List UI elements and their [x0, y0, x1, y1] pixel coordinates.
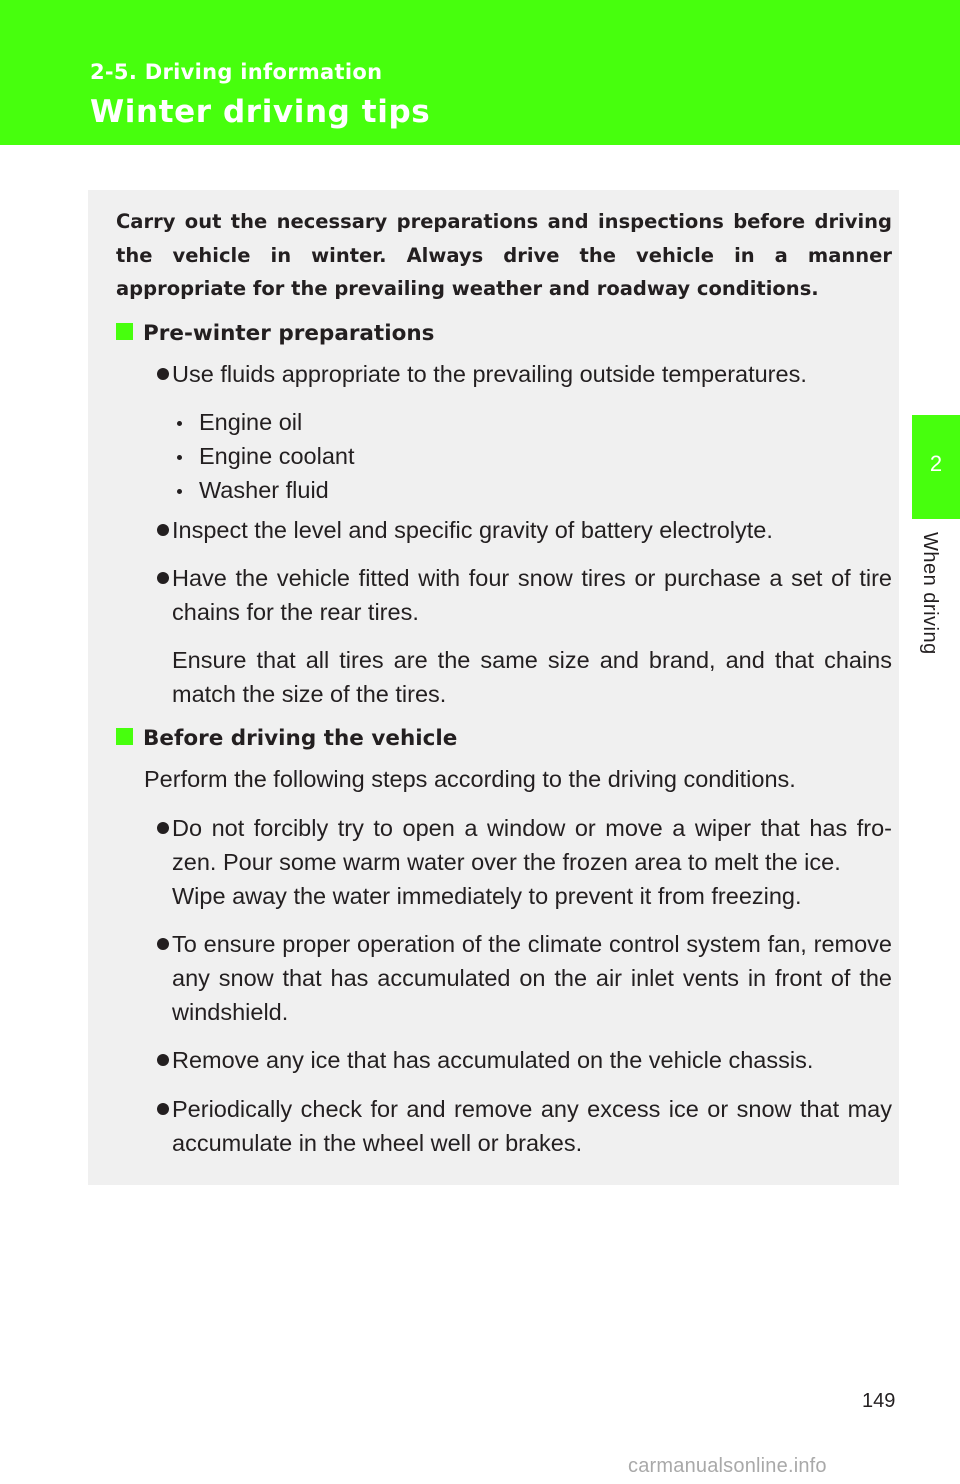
sub-bullet-icon [177, 421, 182, 426]
heading-text: Pre-winter preparations [143, 321, 435, 346]
round-bullet-icon [157, 938, 169, 950]
section-heading-pre-winter [116, 321, 434, 346]
round-bullet-icon [157, 368, 169, 380]
chapter-label: When driving [919, 532, 941, 655]
page-title: Winter driving tips [90, 94, 431, 130]
round-bullet-icon [157, 524, 169, 536]
round-bullet-icon [157, 572, 169, 584]
section-label: 2-5. Driving information [90, 60, 383, 84]
bullet-window: Do not forcibly try to open a window or move a wiper that has fro- zen. Pour some warm water over the frozen area to melt the ice. [172, 815, 892, 875]
tires-note: Ensure that all tires are the same size and brand, and that chains match the size of the tires. [172, 647, 892, 707]
chapter-number: 2 [929, 451, 943, 476]
bullet-chassis: Remove any ice that has accumulated on the vehicle chassis. [172, 1047, 814, 1073]
bullet-window-continued: Wipe away the water immediately to prevent it from freezing. [172, 883, 802, 909]
round-bullet-icon [157, 1054, 169, 1066]
bullet-climate: To ensure proper operation of the climate control system fan, remove any snow that has accumulated on the air inlet vents in front of the windshield. [172, 931, 892, 1025]
chapter-tab [912, 415, 960, 519]
sub-bullet-icon [177, 455, 182, 460]
round-bullet-icon [157, 1103, 169, 1115]
heading-text: Before driving the vehicle [143, 726, 458, 751]
square-bullet-icon [116, 323, 133, 340]
bullet-tires: Have the vehicle fitted with four snow tires or purchase a set of tire chains for the rear tires. [172, 565, 892, 625]
bullet-fluids: Use fluids appropriate to the prevailing outside temperatures. [172, 361, 807, 387]
before-driving-intro: Perform the following steps according to the driving conditions. [144, 766, 796, 792]
page-number: 149 [862, 1390, 896, 1412]
square-bullet-icon [116, 728, 133, 745]
bullet-wheel-well: Periodically check for and remove any excess ice or snow that may accumulate in the wheel well or brakes. [172, 1096, 892, 1156]
section-heading-before-driving [116, 726, 457, 751]
round-bullet-icon [157, 822, 169, 834]
intro-paragraph: Carry out the necessary preparations and inspections before driving the vehicle in winter. Always drive the vehicle in a manner appropriate for the prevailing weather and roadway conditions. [116, 210, 892, 300]
sub-bullet-icon [177, 489, 182, 494]
sub-item-engine-oil: Engine oil [199, 409, 303, 435]
bullet-battery: Inspect the level and specific gravity of battery electrolyte. [172, 517, 773, 543]
sub-item-washer-fluid: Washer fluid [199, 477, 329, 503]
watermark: carmanualsonline.info [628, 1455, 827, 1477]
sub-item-engine-coolant: Engine coolant [199, 443, 355, 469]
